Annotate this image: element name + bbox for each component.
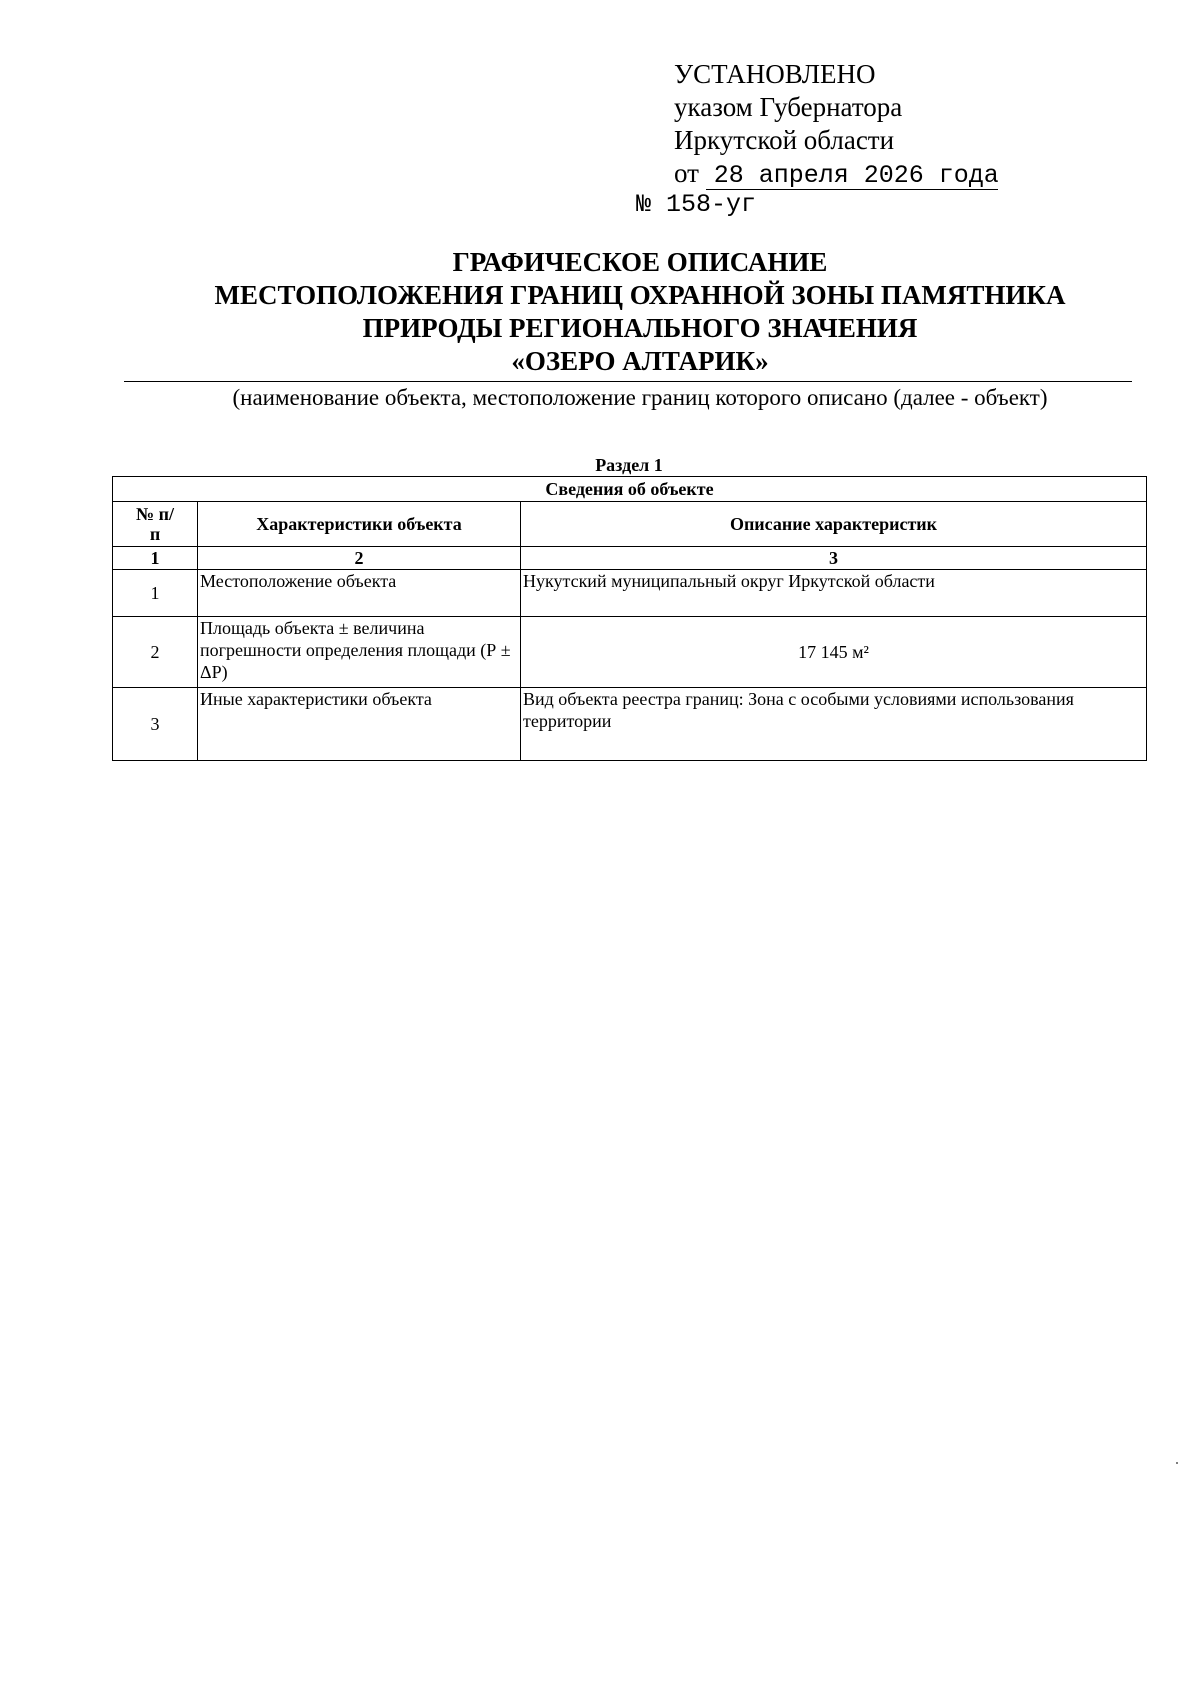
table-row: [113, 688, 1147, 761]
column-number: 1: [113, 547, 198, 570]
title-line-2: МЕСТОПОЛОЖЕНИЯ ГРАНИЦ ОХРАННОЙ ЗОНЫ ПАМЯТНИКА: [214, 280, 1066, 310]
header-characteristic: Характеристики объекта: [198, 502, 521, 547]
title-underline: [124, 381, 1132, 382]
object-info-table: [112, 476, 1147, 761]
row-characteristic: Местоположение объекта: [198, 570, 521, 617]
column-number: 3: [521, 547, 1147, 570]
table-caption-row: [113, 477, 1147, 502]
document-subtitle: (наименование объекта, местоположение границ которого описано (далее - объект): [232, 385, 1048, 410]
row-number: 3: [113, 688, 198, 761]
approval-number-line: [636, 190, 756, 219]
scan-speck: [1176, 1462, 1178, 1464]
title-line-3: ПРИРОДЫ РЕГИОНАЛЬНОГО ЗНАЧЕНИЯ: [362, 313, 918, 343]
table-row: [113, 570, 1147, 617]
approval-authority: указом Губернатора: [674, 92, 903, 122]
document-title: [120, 246, 1160, 378]
row-characteristic: Площадь объекта ± величина погрешности определения площади (Р ± ΔР): [198, 617, 521, 688]
row-description: Нукутский муниципальный округ Иркутской области: [521, 570, 1147, 617]
column-number-row: [113, 547, 1147, 570]
row-description: 17 145 м²: [521, 617, 1147, 688]
table-row: [113, 617, 1147, 688]
header-number-label: № п/п: [136, 504, 174, 544]
approval-heading: УСТАНОВЛЕНО: [674, 59, 876, 89]
row-description: Вид объекта реестра границ: Зона с особыми условиями использования территории: [521, 688, 1147, 761]
approval-date: 28 апреля 2026 года: [706, 163, 998, 190]
approval-date-line: [674, 157, 998, 190]
header-description: Описание характеристик: [521, 502, 1147, 547]
table-caption: Сведения об объекте: [113, 477, 1147, 502]
title-line-1: ГРАФИЧЕСКОЕ ОПИСАНИЕ: [452, 247, 828, 277]
header-number: [113, 502, 198, 547]
section-label: Раздел 1: [595, 455, 663, 475]
column-number: 2: [198, 547, 521, 570]
approval-number: 158-уг: [666, 190, 757, 219]
row-number: 1: [113, 570, 198, 617]
row-characteristic: Иные характеристики объекта: [198, 688, 521, 761]
approval-region: Иркутской области: [674, 125, 895, 155]
row-number: 2: [113, 617, 198, 688]
title-line-4: «ОЗЕРО АЛТАРИК»: [511, 346, 769, 376]
approval-date-prefix: от: [674, 158, 699, 188]
table-header-row: [113, 502, 1147, 547]
approval-number-prefix: №: [636, 190, 652, 219]
approval-stamp: [674, 58, 998, 190]
